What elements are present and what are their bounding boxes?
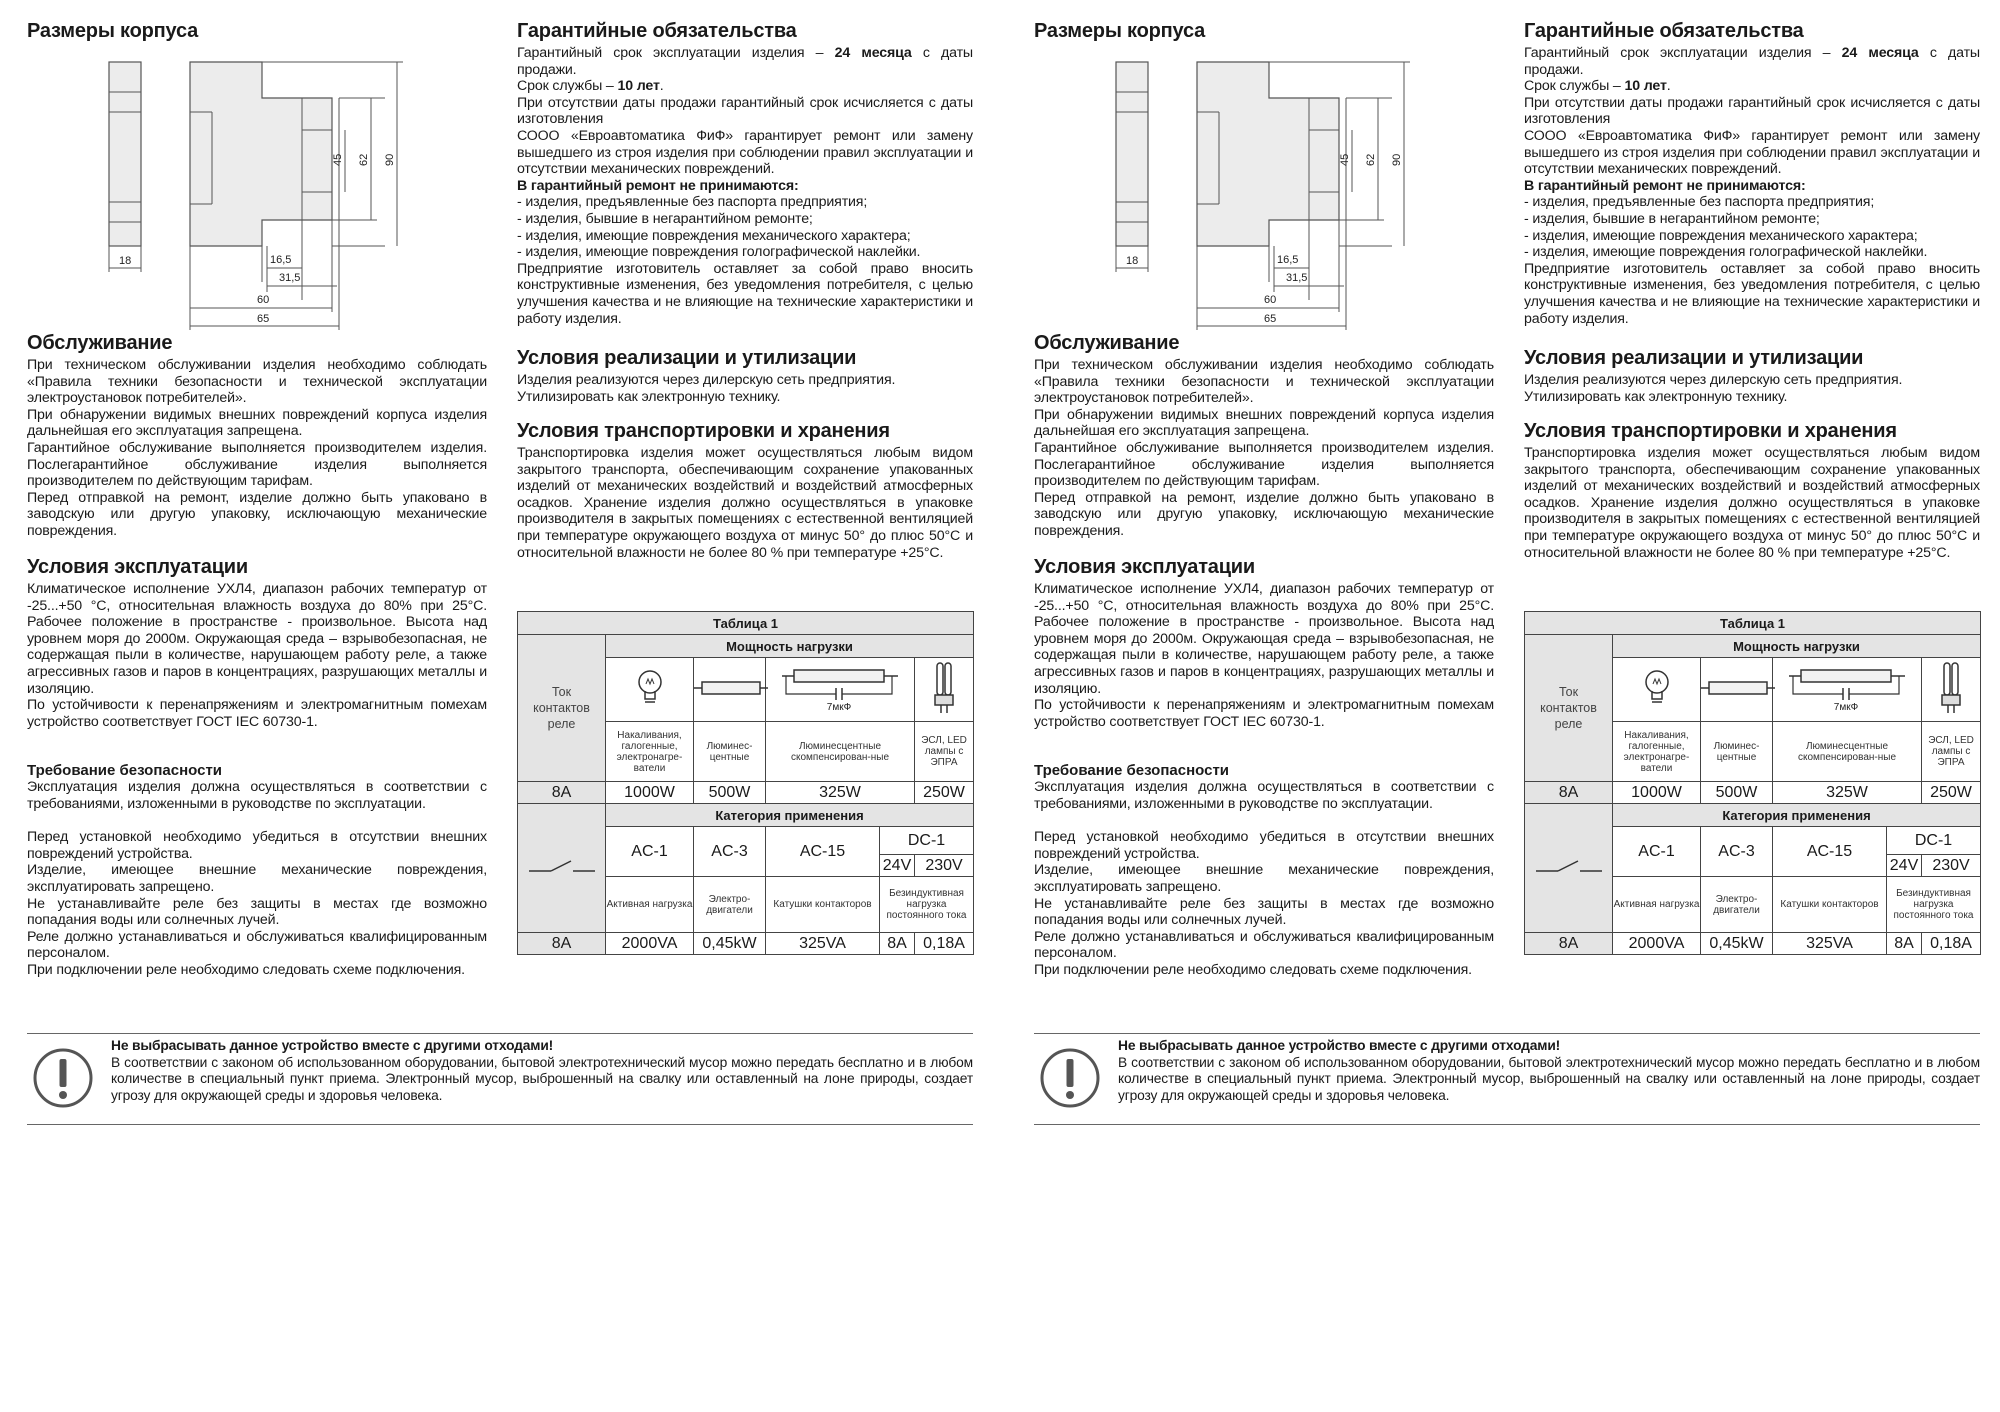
category-value: 325VA (766, 933, 880, 955)
warranty-para: СООО «Евроавтоматика ФиФ» гарантирует ремонт или замену вышедшего из строя изделия при соблюдении правил эксплуатации и отсутствии механических повреждений. (1524, 127, 1980, 178)
service-title: Обслуживание (1034, 332, 1180, 354)
dim-65: 65 (257, 313, 270, 325)
dim-width-18: 18 (1126, 255, 1139, 267)
service-para: Гарантийное обслуживание выполняется производителем изделия. Послегарантийное обслуживание изделия выполняется производителем по действующим тарифам. (1034, 439, 1494, 490)
disposal-text: В соответствии с законом об использованном оборудовании, бытовой электротехнический мусор можно передать бесплатно и в любом количестве в специальный пункт приема. Электронный мусор, выброшенный на свалку или оставленный на лоне природы, создает угрозу для окружающей среды и здоровья человека. (111, 1054, 973, 1103)
housing-dimensions-drawing (1034, 32, 1494, 332)
category-label: DC-1 (1887, 827, 1981, 855)
safety-section (1034, 762, 1494, 979)
category-desc: Электро-двигатели (1701, 877, 1773, 933)
warranty-para: При отсутствии даты продажи гарантийный срок исчисляется с даты изготовления (1524, 94, 1980, 128)
dim-height-45: 45 (332, 153, 344, 166)
disposal-text: В соответствии с законом об использованном оборудовании, бытовой электротехнический мусор можно передать бесплатно и в любом количестве в специальный пункт приема. Электронный мусор, выброшенный на свалку или оставленный на лоне природы, создает угрозу для окружающей среды и здоровья человека. (1118, 1054, 1980, 1103)
contact-current-header: Ток контактов реле (518, 635, 606, 782)
dim-60: 60 (1264, 294, 1277, 306)
load-type-label: Люминес-центные (1701, 722, 1773, 782)
safety-title: Требование безопасности (1034, 762, 1230, 779)
safety-title: Требование безопасности (27, 762, 223, 779)
load-type-label: ЭСЛ, LED лампы с ЭПРА (1922, 722, 1981, 782)
operation-para: Климатическое исполнение УХЛ4, диапазон рабочих температур от -25...+50 °С, относительная влажность воздуха до 80% при 25°С. Рабочее положение в пространстве - произвольное. Высота над уровнем моря до 2000м. Окружающая среда – взрывобезопасная, не содержащая пыли в количестве, нарушающем работу реле, а также агрессивных газов и паров в концентрациях, разрушающих металлы и изоляцию. (27, 581, 487, 697)
warranty-not-accepted-title: В гарантийный ремонт не принимаются: (1524, 177, 1806, 194)
front-view-body (1197, 62, 1339, 246)
table-caption: Таблица 1 (1525, 612, 1981, 635)
category-label: AC-3 (694, 827, 766, 877)
transport-text: Транспортировка изделия может осуществляться любым видом закрытого транспорта, обеспечивающим сохранение упакованных изделий от механических воздействий и воздействий атмосферных осадков. Хранение изделия должно осуществляться в упаковке производителя в закрытых помещениях с естественной вентиляцией при температуре окружающего воздуха от минус 50° до плюс 50°С и относительной влажности не более 80 % при температуре +25°С. (1524, 445, 1980, 561)
operation-section (1034, 556, 1494, 730)
warranty-not-accepted-title: В гарантийный ремонт не принимаются: (517, 177, 799, 194)
category-header: Категория применения (1613, 804, 1981, 827)
warranty-not-accepted-item: - изделия, имеющие повреждения механического характера; (1524, 227, 1918, 244)
safety-para: Реле должно устанавливаться и обслуживаться квалифицированным персоналом. (1034, 928, 1494, 962)
category-value: 0,18А (915, 933, 974, 955)
housing-title: Размеры корпуса (27, 20, 199, 42)
service-title: Обслуживание (27, 332, 173, 354)
dc-voltage: 24V (880, 855, 915, 877)
operation-para: По устойчивости к перенапряжениям и электромагнитным помехам устройство соответствует ГОСТ IEC 60730-1. (1034, 697, 1494, 730)
warranty-para: Предприятие изготовитель оставляет за собой право вносить конструктивные изменения, без уведомления потребителя, с целью улучшения качества и не влияющие на технические характеристики и работу изделия. (1524, 260, 1980, 327)
capacitor-label: 7мкФ (826, 702, 852, 712)
category-value: 0,18А (1922, 933, 1981, 955)
housing-title: Размеры корпуса (1034, 20, 1206, 42)
operation-section (27, 556, 487, 730)
power-value: 250W (915, 782, 974, 804)
contact-symbol-cell (518, 804, 606, 933)
dim-31-5: 31,5 (279, 272, 301, 284)
service-section (1034, 332, 1494, 540)
warranty-not-accepted-item: - изделия, имеющие повреждения голографической наклейки. (1524, 244, 1928, 261)
safety-para: Реле должно устанавливаться и обслуживаться квалифицированным персоналом. (27, 928, 487, 962)
contact-current-header: Ток контактов реле (1525, 635, 1613, 782)
fluorescent-tube-icon (694, 658, 766, 722)
transport-title: Условия транспортировки и хранения (517, 420, 890, 442)
current-8a: 8А (518, 782, 606, 804)
disposal-notice (27, 1033, 973, 1125)
warranty-title: Гарантийные обязательства (517, 20, 797, 42)
dim-width-18: 18 (119, 255, 132, 267)
power-value: 1000W (606, 782, 694, 804)
current-8a: 8А (1525, 933, 1613, 955)
table-caption: Таблица 1 (518, 612, 974, 635)
power-value: 1000W (1613, 782, 1701, 804)
incandescent-lamp-icon (1613, 658, 1701, 722)
category-label: AC-3 (1701, 827, 1773, 877)
side-view-body (109, 62, 141, 246)
service-para: При техническом обслуживании изделия необходимо соблюдать «Правила техники безопасности и технической эксплуатации электроустановок потребителей». (27, 357, 487, 407)
warranty-term: Гарантийный срок эксплуатации изделия – 24 месяца с даты продажи. (1524, 45, 1980, 78)
service-para: Перед отправкой на ремонт, изделие должно быть упаковано в заводскую или другую упаковку, исключающую механические повреждения. (27, 489, 487, 539)
sale-para: Изделия реализуются через дилерскую сеть предприятия. (517, 372, 896, 388)
load-type-label: ЭСЛ, LED лампы с ЭПРА (915, 722, 974, 782)
dim-height-90: 90 (384, 153, 396, 166)
warranty-service-life: Срок службы – 10 лет. (517, 78, 664, 95)
safety-para: Изделие, имеющее внешние механические повреждения, эксплуатировать запрещено. (27, 862, 487, 895)
category-desc: Катушки контакторов (1773, 877, 1887, 933)
safety-para: Перед установкой необходимо убедиться в отсутствии внешних повреждений устройства. (27, 829, 487, 862)
power-value: 500W (694, 782, 766, 804)
safety-para: Не устанавливайте реле без защиты в местах где возможно попадания воды или солнечных лучей. (1034, 895, 1494, 929)
service-para: При обнаружении видимых внешних повреждений корпуса изделия дальнейшая его эксплуатация запрещена. (27, 406, 487, 440)
power-value: 325W (766, 782, 915, 804)
load-table (517, 611, 974, 955)
category-desc: Безиндуктивная нагрузка постоянного тока (880, 877, 974, 933)
category-desc: Активная нагрузка (606, 877, 694, 933)
compensated-fluorescent-icon (766, 658, 915, 722)
dim-height-62: 62 (1365, 153, 1377, 166)
front-view-body (190, 62, 332, 246)
transport-text: Транспортировка изделия может осуществляться любым видом закрытого транспорта, обеспечивающим сохранение упакованных изделий от механических воздействий и воздействий атмосферных осадков. Хранение изделия должно осуществляться в упаковке производителя в закрытых помещениях с естественной вентиляцией при температуре окружающего воздуха от минус 50° до плюс 50°С и относительной влажности не более 80 % при температуре +25°С. (517, 445, 973, 561)
warranty-section (1524, 20, 1980, 327)
dim-16-5: 16,5 (1277, 254, 1299, 266)
dim-65: 65 (1264, 313, 1277, 325)
warranty-para: СООО «Евроавтоматика ФиФ» гарантирует ремонт или замену вышедшего из строя изделия при соблюдении правил эксплуатации и отсутствии механических повреждений. (517, 127, 973, 178)
category-label: AC-1 (606, 827, 694, 877)
current-8a: 8А (1525, 782, 1613, 804)
passport-page-2 (1007, 0, 2000, 1412)
load-type-label: Накаливания, галогенные, электронагре-ватели (1613, 722, 1701, 782)
transport-section (517, 420, 973, 561)
operation-para: По устойчивости к перенапряжениям и электромагнитным помехам устройство соответствует ГОСТ IEC 60730-1. (27, 697, 487, 730)
warranty-not-accepted-item: - изделия, предъявленные без паспорта предприятия; (517, 194, 868, 211)
sale-para: Изделия реализуются через дилерскую сеть предприятия. (1524, 372, 1903, 388)
warranty-section (517, 20, 973, 327)
power-header: Мощность нагрузки (606, 635, 974, 658)
operation-title: Условия эксплуатации (1034, 556, 1256, 578)
category-label: DC-1 (880, 827, 974, 855)
safety-para: Изделие, имеющее внешние механические повреждения, эксплуатировать запрещено. (1034, 862, 1494, 895)
transport-section (1524, 420, 1980, 561)
power-value: 325W (1773, 782, 1922, 804)
category-label: AC-15 (766, 827, 880, 877)
safety-para: Не устанавливайте реле без защиты в местах где возможно попадания воды или солнечных лучей. (27, 895, 487, 929)
incandescent-lamp-icon (606, 658, 694, 722)
power-value: 250W (1922, 782, 1981, 804)
category-label: AC-1 (1613, 827, 1701, 877)
warranty-term: Гарантийный срок эксплуатации изделия – 24 месяца с даты продажи. (517, 45, 973, 78)
warranty-not-accepted-item: - изделия, предъявленные без паспорта предприятия; (1524, 194, 1875, 211)
warranty-para: При отсутствии даты продажи гарантийный срок исчисляется с даты изготовления (517, 94, 973, 128)
sale-title: Условия реализации и утилизации (517, 347, 857, 369)
service-para: При обнаружении видимых внешних повреждений корпуса изделия дальнейшая его эксплуатация запрещена. (1034, 406, 1494, 440)
cfl-lamp-icon (915, 658, 974, 722)
dim-height-62: 62 (358, 153, 370, 166)
exclamation-circle-icon (31, 1040, 95, 1110)
dim-31-5: 31,5 (1286, 272, 1308, 284)
power-value: 500W (1701, 782, 1773, 804)
load-type-label: Люминесцентные скомпенсирован-ные (766, 722, 915, 782)
category-desc: Катушки контакторов (766, 877, 880, 933)
dim-60: 60 (257, 294, 270, 306)
service-section (27, 332, 487, 540)
sale-section (517, 347, 973, 405)
sale-section (1524, 347, 1980, 405)
warranty-not-accepted-item: - изделия, бывшие в негарантийном ремонте; (1524, 210, 1820, 227)
compensated-fluorescent-icon (1773, 658, 1922, 722)
capacitor-label: 7мкФ (1833, 702, 1859, 712)
dc-voltage: 24V (1887, 855, 1922, 877)
category-value: 0,45kW (1701, 933, 1773, 955)
service-para: Перед отправкой на ремонт, изделие должно быть упаковано в заводскую или другую упаковку, исключающую механические повреждения. (1034, 489, 1494, 539)
category-value: 2000VA (1613, 933, 1701, 955)
side-view-body (1116, 62, 1148, 246)
load-table (1524, 611, 1981, 955)
transport-title: Условия транспортировки и хранения (1524, 420, 1897, 442)
warranty-not-accepted-item: - изделия, имеющие повреждения голографической наклейки. (517, 244, 921, 261)
service-para: Гарантийное обслуживание выполняется производителем изделия. Послегарантийное обслуживание изделия выполняется производителем по действующим тарифам. (27, 439, 487, 490)
warranty-not-accepted-item: - изделия, имеющие повреждения механического характера; (517, 227, 911, 244)
category-label: AC-15 (1773, 827, 1887, 877)
current-8a: 8А (518, 933, 606, 955)
contact-symbol-cell (1525, 804, 1613, 933)
warranty-para: Предприятие изготовитель оставляет за собой право вносить конструктивные изменения, без уведомления потребителя, с целью улучшения качества и не влияющие на технические характеристики и работу изделия. (517, 260, 973, 327)
housing-section (27, 20, 487, 325)
cfl-lamp-icon (1922, 658, 1981, 722)
category-value: 8А (880, 933, 915, 955)
warranty-not-accepted-item: - изделия, бывшие в негарантийном ремонте; (517, 210, 813, 227)
safety-para: При подключении реле необходимо следовать схеме подключения. (1034, 961, 1472, 978)
safety-section (27, 762, 487, 979)
exclamation-circle-icon (1038, 1040, 1102, 1110)
load-type-label: Люминес-центные (694, 722, 766, 782)
power-header: Мощность нагрузки (1613, 635, 1981, 658)
disposal-notice (1034, 1033, 1980, 1125)
category-desc: Электро-двигатели (694, 877, 766, 933)
category-header: Категория применения (606, 804, 974, 827)
load-type-label: Люминесцентные скомпенсирован-ные (1773, 722, 1922, 782)
dc-voltage: 230V (1922, 855, 1981, 877)
service-para: При техническом обслуживании изделия необходимо соблюдать «Правила техники безопасности и технической эксплуатации электроустановок потребителей». (1034, 357, 1494, 407)
sale-para: Утилизировать как электронную технику. (517, 388, 781, 405)
operation-para: Климатическое исполнение УХЛ4, диапазон рабочих температур от -25...+50 °С, относительная влажность воздуха до 80% при 25°С. Рабочее положение в пространстве - произвольное. Высота над уровнем моря до 2000м. Окружающая среда – взрывобезопасная, не содержащая пыли в количестве, нарушающем работу реле, а также агрессивных газов и паров в концентрациях, разрушающих металлы и изоляцию. (1034, 581, 1494, 697)
housing-dimensions-drawing (27, 32, 487, 332)
category-value: 325VA (1773, 933, 1887, 955)
dc-voltage: 230V (915, 855, 974, 877)
sale-title: Условия реализации и утилизации (1524, 347, 1864, 369)
dim-height-45: 45 (1339, 153, 1351, 166)
sale-para: Утилизировать как электронную технику. (1524, 388, 1788, 405)
safety-para: Перед установкой необходимо убедиться в отсутствии внешних повреждений устройства. (1034, 829, 1494, 862)
safety-para: Эксплуатация изделия должна осуществляться в соответствии с требованиями, изложенными в руководстве по эксплуатации. (1034, 779, 1494, 812)
safety-para: При подключении реле необходимо следовать схеме подключения. (27, 961, 465, 978)
category-value: 8А (1887, 933, 1922, 955)
dim-height-90: 90 (1391, 153, 1403, 166)
dim-16-5: 16,5 (270, 254, 292, 266)
category-desc: Активная нагрузка (1613, 877, 1701, 933)
disposal-title: Не выбрасывать данное устройство вместе с другими отходами! (111, 1038, 554, 1053)
category-value: 0,45kW (694, 933, 766, 955)
housing-section (1034, 20, 1494, 325)
disposal-title: Не выбрасывать данное устройство вместе с другими отходами! (1118, 1038, 1561, 1053)
warranty-title: Гарантийные обязательства (1524, 20, 1804, 42)
load-type-label: Накаливания, галогенные, электронагре-ватели (606, 722, 694, 782)
category-value: 2000VA (606, 933, 694, 955)
operation-title: Условия эксплуатации (27, 556, 249, 578)
safety-para: Эксплуатация изделия должна осуществляться в соответствии с требованиями, изложенными в руководстве по эксплуатации. (27, 779, 487, 812)
fluorescent-tube-icon (1701, 658, 1773, 722)
category-desc: Безиндуктивная нагрузка постоянного тока (1887, 877, 1981, 933)
warranty-service-life: Срок службы – 10 лет. (1524, 78, 1671, 95)
